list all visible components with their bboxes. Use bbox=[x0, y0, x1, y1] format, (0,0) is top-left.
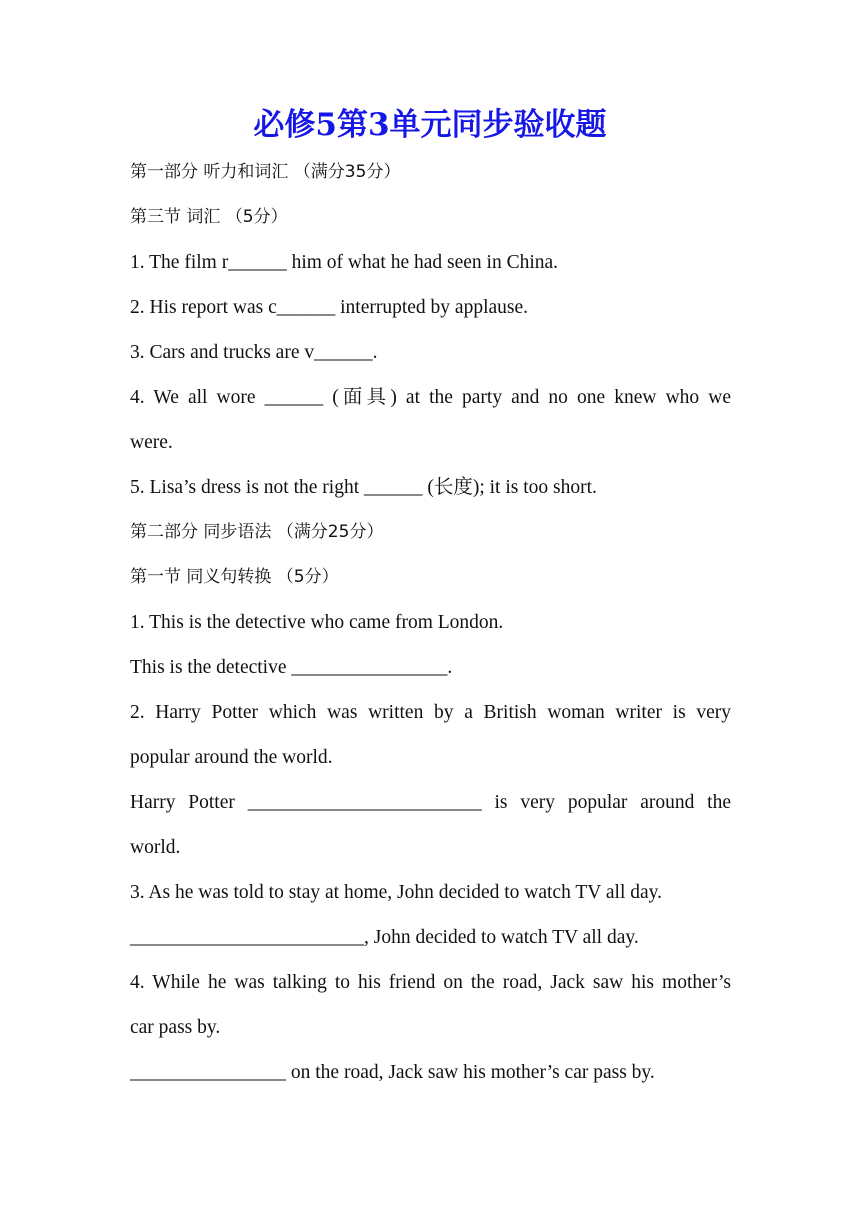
vocab-question-1: 1. The film r______ him of what he had seen in China. bbox=[130, 252, 559, 273]
grammar-question-4-continued: car pass by. bbox=[130, 1017, 221, 1038]
grammar-question-2-continued: popular around the world. bbox=[130, 747, 333, 768]
grammar-question-4: 4. While he was talking to his friend on the road, Jack saw his mother’s bbox=[130, 972, 731, 993]
grammar-answer-1: This is the detective ________________. bbox=[130, 657, 453, 678]
grammar-answer-3: ________________________, John decided to watch TV all day. bbox=[130, 927, 639, 948]
vocab-question-2: 2. His report was c______ interrupted by applause. bbox=[130, 297, 529, 318]
grammar-answer-4: ________________ on the road, Jack saw his mother’s car pass by. bbox=[130, 1062, 655, 1083]
vocab-question-4: 4. We all wore ______ (面具) at the party and no one knew who we bbox=[130, 387, 731, 408]
grammar-question-1: 1. This is the detective who came from London. bbox=[130, 612, 504, 633]
page-title: 必修5第3单元同步验收题 bbox=[253, 107, 607, 143]
vocab-question-5: 5. Lisa’s dress is not the right ______ (长度); it is too short. bbox=[130, 477, 597, 498]
grammar-question-3: 3. As he was told to stay at home, John decided to watch TV all day. bbox=[130, 882, 663, 903]
section3-heading: 第三节 词汇 （5分） bbox=[130, 207, 288, 227]
vocab-question-4-continued: were. bbox=[130, 432, 173, 453]
part2-heading: 第二部分 同步语法 （满分25分） bbox=[130, 522, 384, 542]
grammar-question-2: 2. Harry Potter which was written by a British woman writer is very bbox=[130, 702, 731, 723]
grammar-answer-2-continued: world. bbox=[130, 837, 181, 858]
grammar-answer-2: Harry Potter ________________________ is very popular around the bbox=[130, 792, 731, 813]
section1-heading: 第一节 同义句转换 （5分） bbox=[130, 567, 339, 587]
part1-heading: 第一部分 听力和词汇 （满分35分） bbox=[130, 162, 401, 182]
vocab-question-3: 3. Cars and trucks are v______. bbox=[130, 342, 378, 363]
